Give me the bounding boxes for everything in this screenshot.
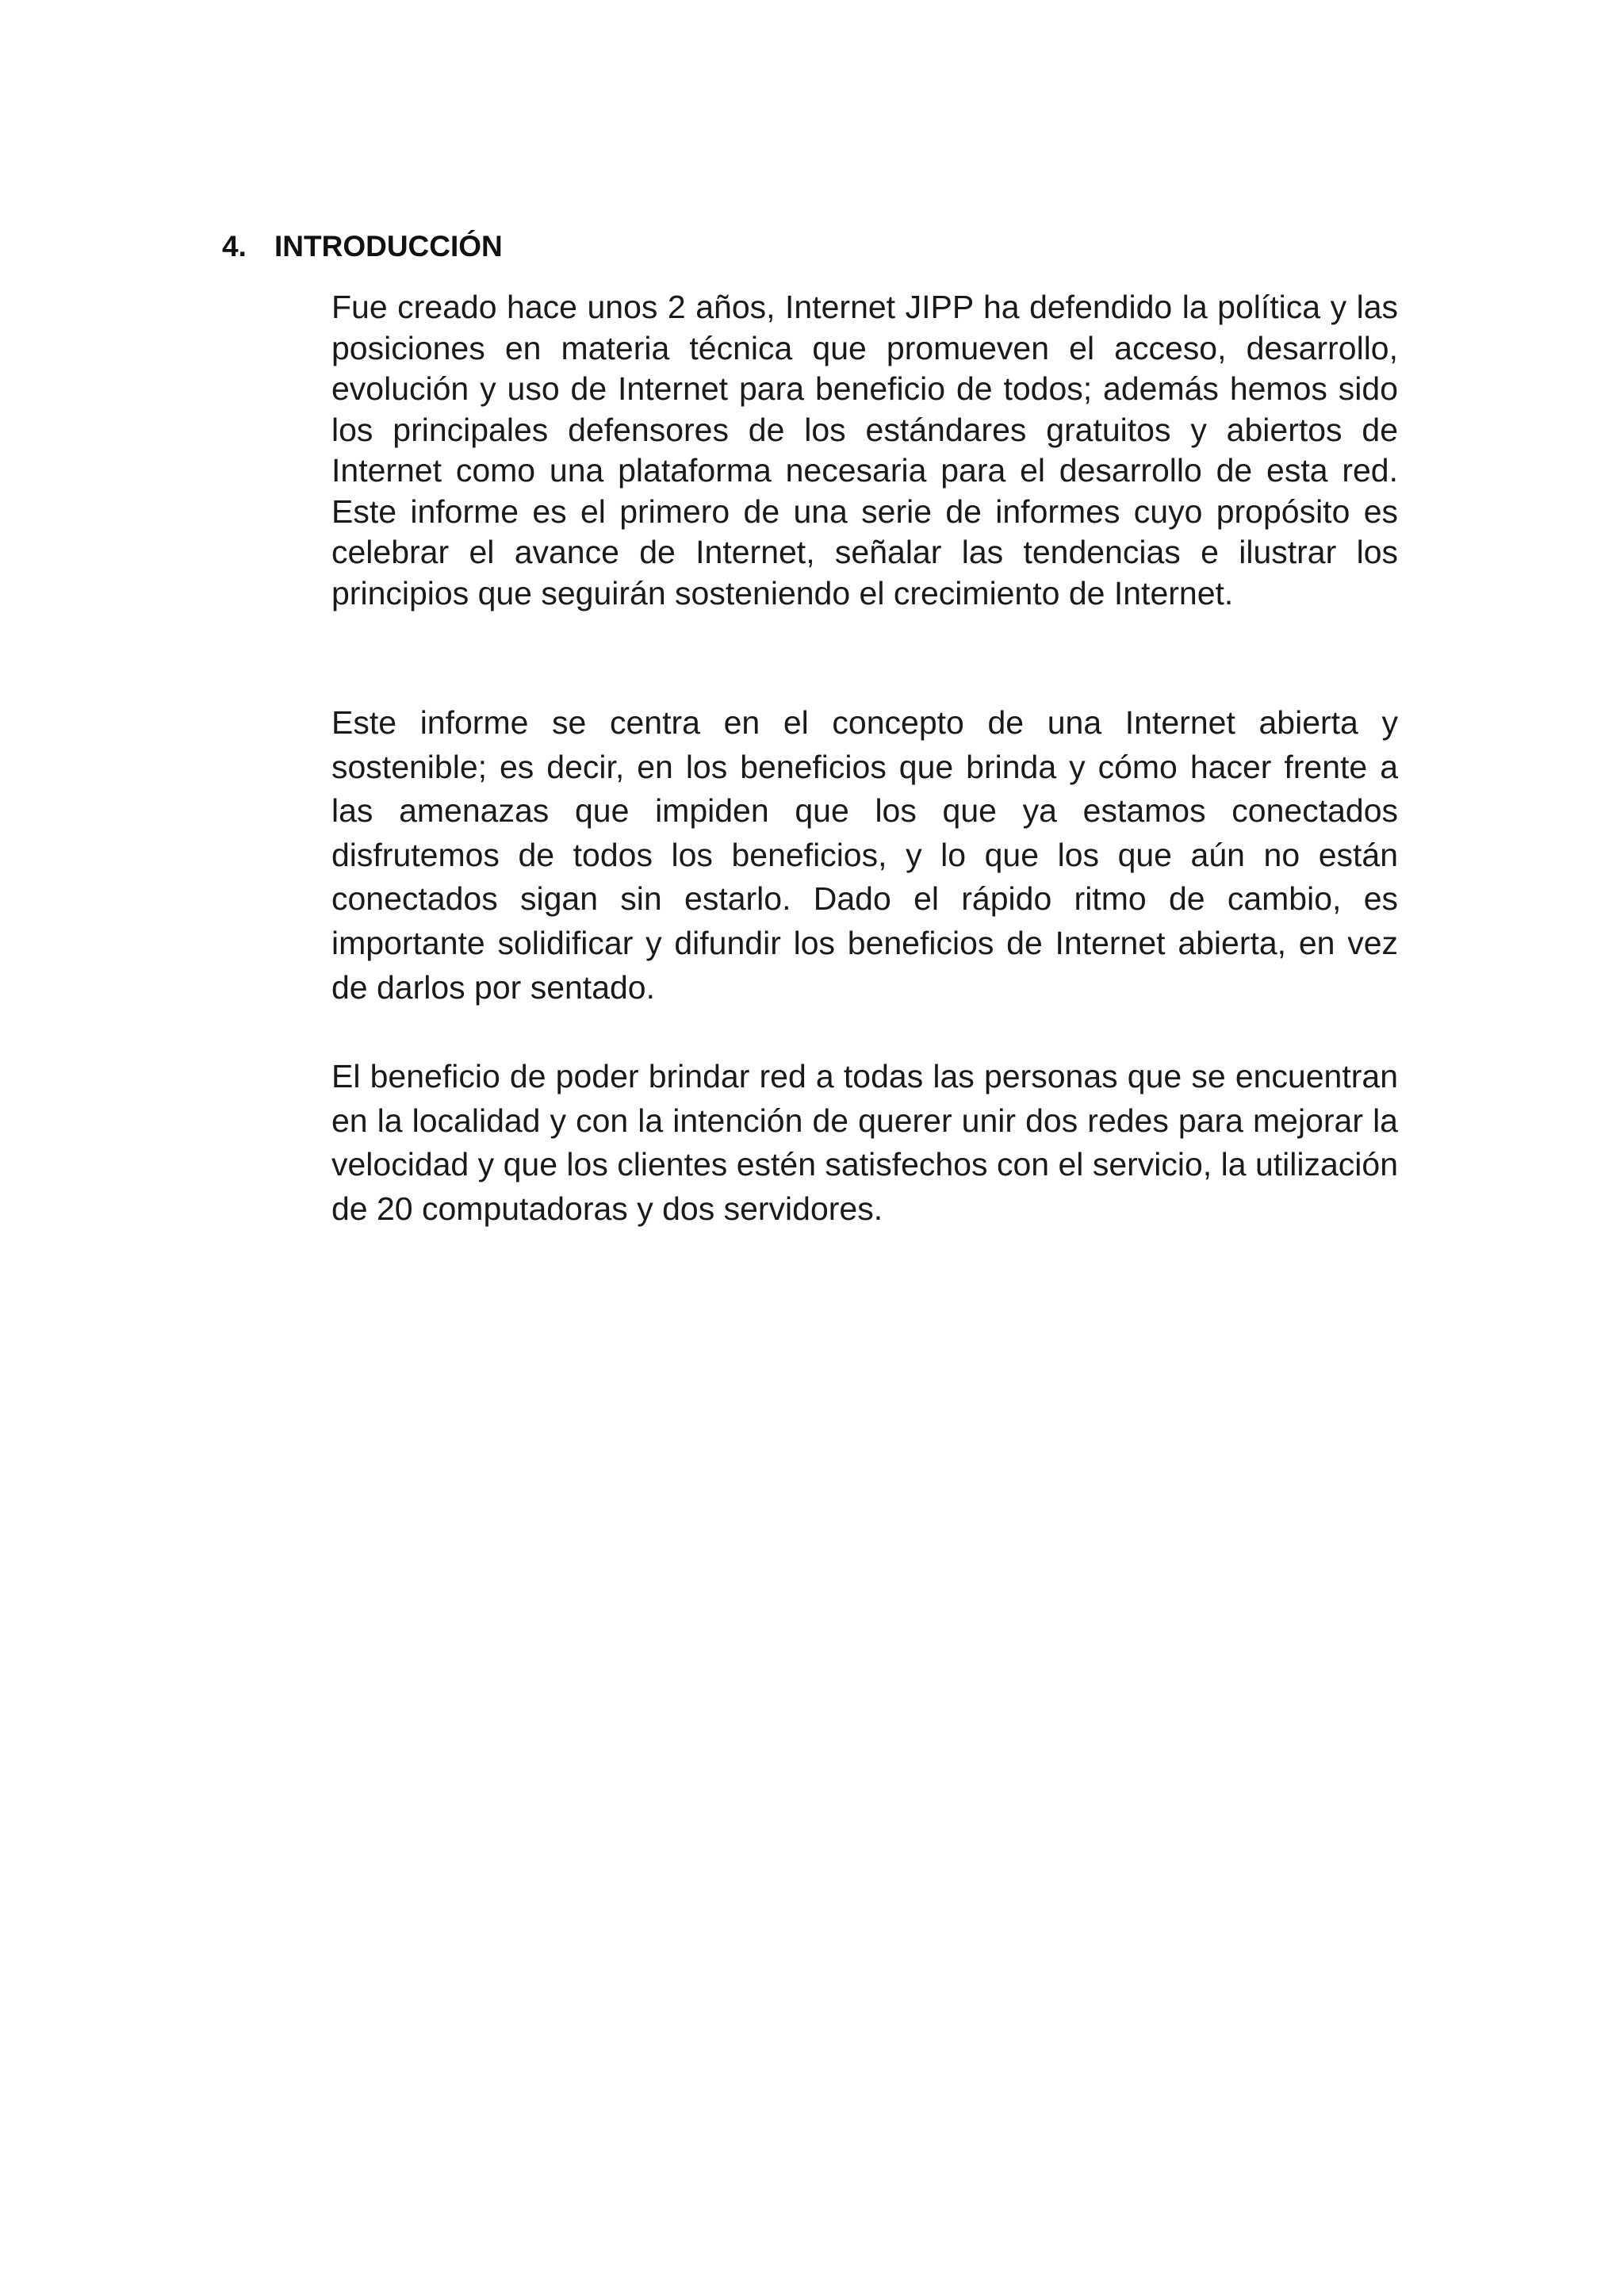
section-title: INTRODUCCIÓN (274, 230, 503, 263)
paragraph-2: Este informe se centra en el concepto de una Internet abierta y sostenible; es decir, en los beneficios que brinda y cómo hacer frente a las amenazas que impiden que los que ya estamos conectados disfrutemos de todos los beneficios, y lo que los que aún no están conectados sigan sin estarlo. Dado el rápido ritmo de cambio, es importante solidificar y difundir los beneficios de Internet abierta, en vez de darlos por sentado. (331, 704, 1398, 1006)
section-heading (222, 228, 503, 265)
paragraph-3: El beneficio de poder brindar red a todas las personas que se encuentran en la localidad y con la intención de querer unir dos redes para mejorar la velocidad y que los clientes estén satisfechos con el servicio, la utilización de 20 computadoras y dos servidores. (331, 1058, 1398, 1227)
section-number: 4. (222, 230, 247, 263)
paragraph-1: Fue creado hace unos 2 años, Internet JIPP ha defendido la política y las posiciones en materia técnica que promueven el acceso, desarrollo, evolución y uso de Internet para beneficio de todos; además hemos sido los principales defensores de los estándares gratuitos y abiertos de Internet como una plataforma necesaria para el desarrollo de esta red. Este informe es el primero de una serie de informes cuyo propósito es celebrar el avance de Internet, señalar las tendencias e ilustrar los principios que seguirán sosteniendo el crecimiento de Internet. (331, 289, 1398, 611)
